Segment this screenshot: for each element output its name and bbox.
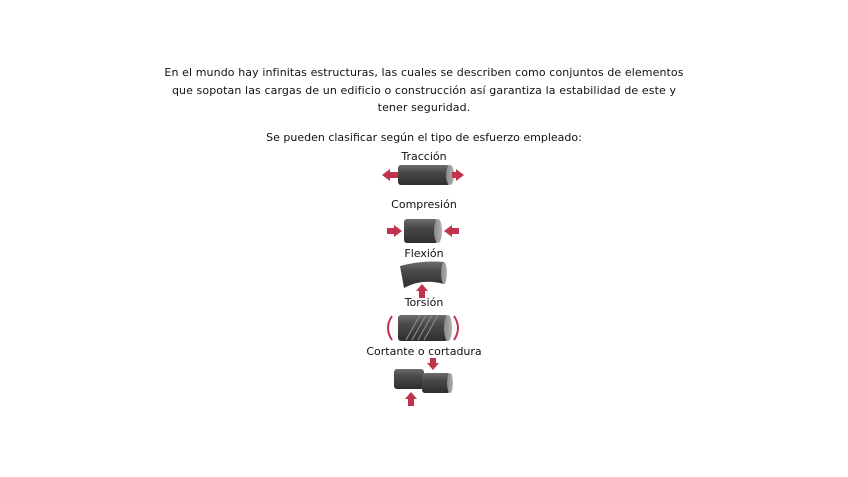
traction-label: Tracción: [401, 150, 447, 163]
flexion-icon: [396, 260, 452, 300]
intro-line: tener seguridad.: [377, 101, 471, 114]
torsion-label: Torsión: [404, 296, 444, 309]
shear-icon: [390, 358, 460, 408]
compression-icon: [384, 215, 464, 247]
compression-label: Compresión: [391, 198, 457, 211]
intro-line: que sopotan las cargas de un edificio o construcción así garantiza la estabilidad de este y: [171, 83, 677, 97]
intro-line: En el mundo hay infinitas estructuras, las cuales se describen como conjuntos de elementos: [164, 66, 684, 79]
flexion-label: Flexión: [404, 247, 444, 260]
shear-label: Cortante o cortadura: [366, 345, 482, 358]
torsion-icon: [386, 310, 462, 346]
intro-paragraph: [150, 64, 698, 117]
classification-heading: Se pueden clasificar según el tipo de esfuerzo empleado:: [266, 131, 582, 144]
traction-icon: [380, 160, 470, 190]
